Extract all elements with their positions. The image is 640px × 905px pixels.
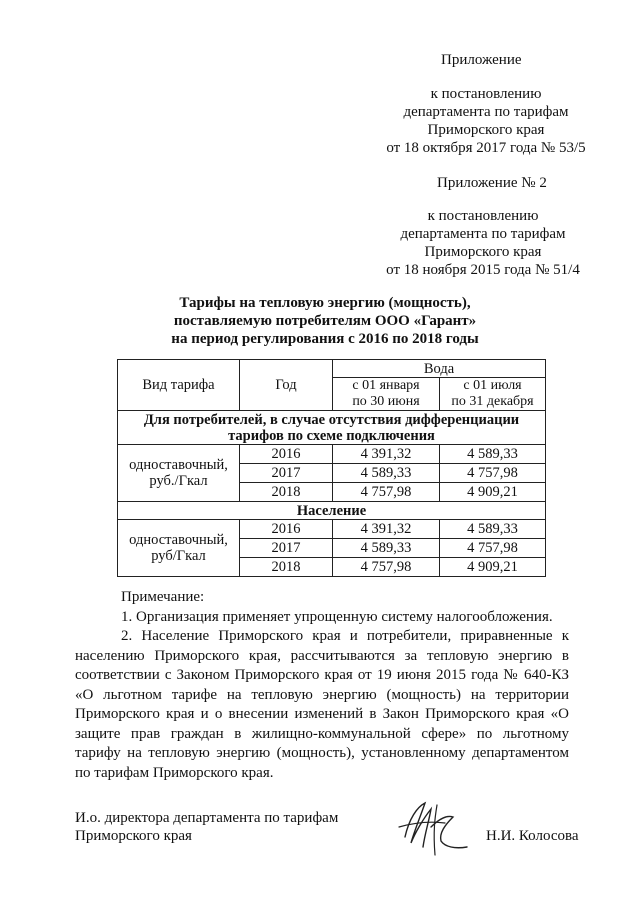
signatory-position <box>75 809 338 845</box>
section-heading: Население <box>118 502 546 520</box>
header-period-2 <box>440 378 546 411</box>
note-item-2: 2. Население Приморского края и потребители, приравненные к населению Приморского края, рассчитываются за тепловую энергию в соответствии с Законом Приморского края от 19 июня 2015 года № 640-КЗ «О льготном тарифе на тепловую энергию (мощность) на территории Приморского края и о внесении изменений в Закон Приморского края «О защите прав граждан в жилищно-коммунальной сфере» по льготному тарифу на тепловую энергию (мощность), установленному департаментом по тарифам Приморского края. <box>75 628 569 781</box>
tariffs-table <box>117 359 546 577</box>
header-year: Год <box>240 360 333 411</box>
appendix-ref-line: от 18 октября 2017 года № 53/5 <box>386 140 586 156</box>
value-cell: 4 757,98 <box>333 483 440 502</box>
appendix2-title: Приложение № 2 <box>437 175 547 191</box>
year-cell: 2017 <box>240 464 333 483</box>
appendix2-ref-line: к постановлению <box>427 208 539 224</box>
document-title-line: поставляемую потребителям ООО «Гарант» <box>173 313 477 329</box>
year-cell: 2016 <box>240 520 333 539</box>
document-title <box>120 294 530 348</box>
appendix-ref-line: к постановлению <box>430 86 542 102</box>
appendix-ref-line: Приморского края <box>427 122 545 138</box>
value-cell: 4 391,32 <box>333 520 440 539</box>
value-cell: 4 589,33 <box>333 539 440 558</box>
signatory-name: Н.И. Колосова <box>486 828 579 844</box>
appendix-title: Приложение <box>441 52 522 68</box>
appendix2-ref-block <box>363 207 603 279</box>
document-title-line: на период регулирования с 2016 по 2018 годы <box>171 331 479 347</box>
appendix2-ref-line: департамента по тарифам <box>400 226 566 242</box>
value-cell: 4 757,98 <box>333 558 440 577</box>
header-period-1-line: по 30 июня <box>352 394 420 409</box>
year-cell: 2018 <box>240 558 333 577</box>
year-cell: 2017 <box>240 539 333 558</box>
value-cell: 4 909,21 <box>440 483 546 502</box>
handwritten-signature <box>395 797 475 859</box>
value-cell: 4 589,33 <box>333 464 440 483</box>
value-cell: 4 757,98 <box>440 464 546 483</box>
note-title: Примечание: <box>121 589 205 605</box>
header-period-2-line: по 31 декабря <box>451 394 534 409</box>
section-heading <box>118 411 546 445</box>
section-heading-line: Для потребителей, в случае отсутствия дифференциации <box>143 411 520 428</box>
document-title-line: Тарифы на тепловую энергию (мощность), <box>179 295 471 311</box>
signatory-position-line: И.о. директора департамента по тарифам <box>75 810 339 826</box>
tariff-type-line: руб/Гкал <box>151 548 206 564</box>
value-cell: 4 589,33 <box>440 520 546 539</box>
value-cell: 4 589,33 <box>440 445 546 464</box>
tariff-type-cell <box>118 520 240 577</box>
table-row <box>118 445 546 464</box>
year-cell: 2018 <box>240 483 333 502</box>
appendix2-ref-line: Приморского края <box>424 244 542 260</box>
appendix2-ref-line: от 18 ноября 2015 года № 51/4 <box>386 262 580 278</box>
signatory-position-line: Приморского края <box>75 828 192 844</box>
note-item-1: 1. Организация применяет упрощенную систему налогообложения. <box>121 608 553 625</box>
tariff-type-cell <box>118 445 240 502</box>
value-cell: 4 391,32 <box>333 445 440 464</box>
year-cell: 2016 <box>240 445 333 464</box>
table-row <box>118 520 546 539</box>
header-tariff-type: Вид тарифа <box>118 360 240 411</box>
value-cell: 4 757,98 <box>440 539 546 558</box>
header-period-2-line: с 01 июля <box>463 378 522 393</box>
tariff-type-line: руб./Гкал <box>149 473 208 489</box>
appendix-ref-block <box>366 85 606 157</box>
note-block <box>75 588 569 783</box>
header-period-1-line: с 01 января <box>352 378 420 393</box>
header-period-1 <box>333 378 440 411</box>
section-heading-line: тарифов по схеме подключения <box>228 427 435 444</box>
appendix-ref-line: департамента по тарифам <box>403 104 569 120</box>
tariff-type-line: одноставочный, <box>129 532 228 548</box>
header-water: Вода <box>333 360 546 378</box>
value-cell: 4 909,21 <box>440 558 546 577</box>
tariff-type-line: одноставочный, <box>129 457 228 473</box>
